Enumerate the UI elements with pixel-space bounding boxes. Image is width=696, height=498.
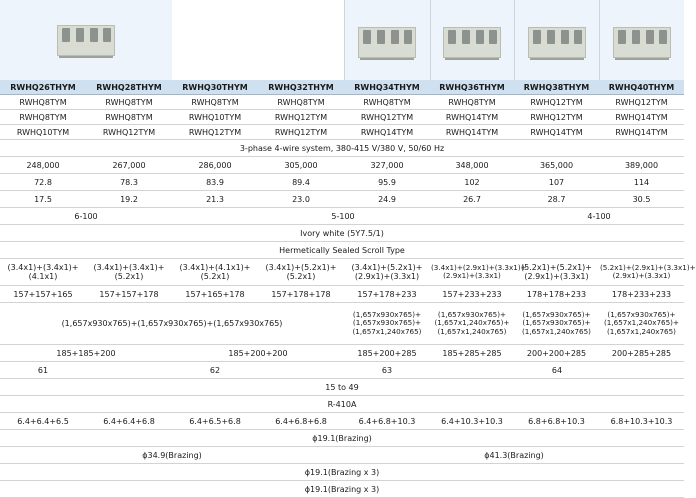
capacity-cell: 89.4 [258, 174, 344, 191]
capacity-cell: 107 [514, 174, 599, 191]
outdoor-unit-image [528, 27, 586, 60]
model-name: RWHQ40THYM [599, 80, 684, 95]
compressor-config-cell: (3.4x1)+(2.9x1)+(3.3x1)+ (2.9x1)+(3.3x1) [430, 259, 514, 286]
capacity-cell: 348,000 [430, 157, 514, 174]
combination-cell: RWHQ14TYM [514, 125, 599, 140]
capacity-cell: 26.7 [430, 191, 514, 208]
machine-weight-cell: 185+285+285 [430, 345, 514, 362]
image-cell-2 [344, 0, 430, 80]
dimensions-cell: (1,657x930x765)+ (1,657x930x765)+ (1,657x1,240x765) [514, 303, 599, 345]
capacity-cell: 24.9 [344, 191, 430, 208]
machine-weight-row [0, 345, 684, 362]
capacity-cell: 327,000 [344, 157, 430, 174]
combination-cell: RWHQ12TYM [86, 125, 172, 140]
weight-cell: 157+233+233 [430, 286, 514, 303]
liquid-pipe: ϕ19.1(Brazing) [0, 430, 684, 447]
range-cell: 6-100 [0, 208, 172, 225]
combination-cell: RWHQ8TYM [0, 95, 86, 110]
capacity-cell: 17.5 [0, 191, 86, 208]
model-name: RWHQ32THYM [258, 80, 344, 95]
charge-cell: 6.4+6.4+6.8 [86, 413, 172, 430]
dimensions-cell: (1,657x930x765)+ (1,657x1,240x765)+ (1,657x1,240x765) [430, 303, 514, 345]
charge-cell: 6.4+6.8+10.3 [344, 413, 430, 430]
machine-weight-cell: 200+200+285 [514, 345, 599, 362]
compressor-type: Hermetically Sealed Scroll Type [0, 242, 684, 259]
model-name: RWHQ34THYM [344, 80, 430, 95]
capacity-range-row [0, 208, 684, 225]
gas-pipe-cell: ϕ41.3(Brazing) [344, 447, 684, 464]
charge-cell: 6.4+6.5+6.8 [172, 413, 258, 430]
combination-row [0, 110, 684, 125]
combination-cell: RWHQ12TYM [258, 125, 344, 140]
image-cell-5 [599, 0, 684, 80]
model-name: RWHQ38THYM [514, 80, 599, 95]
model-name: RWHQ30THYM [172, 80, 258, 95]
weight-cell: 157+157+178 [86, 286, 172, 303]
capacity-cell: 72.8 [0, 174, 86, 191]
charge-cell: 6.8+10.3+10.3 [599, 413, 684, 430]
unit-weight-row [0, 286, 684, 303]
gas-pipe-row [0, 447, 684, 464]
compressor-config-cell: (3.4x1)+(3.4x1)+ (5.2x1) [86, 259, 172, 286]
sound-level-cell: 64 [430, 362, 684, 379]
casing-color: Ivory white (5Y7.5/1) [0, 225, 684, 242]
charge-cell: 6.8+6.8+10.3 [514, 413, 599, 430]
model-name: RWHQ36THYM [430, 80, 514, 95]
weight-cell: 157+178+233 [344, 286, 430, 303]
combination-cell: RWHQ8TYM [344, 95, 430, 110]
capacity-cell: 83.9 [172, 174, 258, 191]
sound-level-row [0, 362, 684, 379]
combination-cell: RWHQ8TYM [258, 95, 344, 110]
image-cell-empty [172, 0, 344, 80]
capacity-cell: 305,000 [258, 157, 344, 174]
compressor-type-row [0, 242, 684, 259]
image-cell-4 [514, 0, 599, 80]
combination-cell: RWHQ14TYM [430, 125, 514, 140]
combination-cell: RWHQ14TYM [430, 110, 514, 125]
capacity-row [0, 157, 684, 174]
weight-cell: 157+178+178 [258, 286, 344, 303]
dimensions-cell: (1,657x930x765)+ (1,657x1,240x765)+ (1,657x1,240x765) [599, 303, 684, 345]
capacity-cell: 28.7 [514, 191, 599, 208]
compressor-config-cell: (3.4x1)+(3.4x1)+ (4.1x1) [0, 259, 86, 286]
image-cell-3 [430, 0, 514, 80]
machine-weight-cell: 185+200+285 [344, 345, 430, 362]
capacity-cell: 95.9 [344, 174, 430, 191]
model-name: RWHQ26THYM [0, 80, 86, 95]
combination-cell: RWHQ12TYM [344, 110, 430, 125]
charge-row [0, 413, 684, 430]
water-inlet-row [0, 464, 684, 481]
weight-cell: 157+165+178 [172, 286, 258, 303]
capacity-cell: 365,000 [514, 157, 599, 174]
compressor-config-cell: (3.4x1)+(5.2x1)+ (5.2x1) [258, 259, 344, 286]
capacity-cell: 389,000 [599, 157, 684, 174]
capacity-cell: 286,000 [172, 157, 258, 174]
combination-cell: RWHQ12TYM [258, 110, 344, 125]
combination-cell: RWHQ8TYM [86, 95, 172, 110]
outdoor-unit-image [358, 27, 416, 60]
combination-cell: RWHQ10TYM [172, 110, 258, 125]
combination-cell: RWHQ12TYM [599, 95, 684, 110]
machine-weight-cell: 185+185+200 [0, 345, 172, 362]
capacity-cell: 78.3 [86, 174, 172, 191]
pipe-range-row [0, 379, 684, 396]
sound-level-cell: 61 [0, 362, 86, 379]
combination-cell: RWHQ14TYM [599, 125, 684, 140]
compressor-config-cell: (3.4x1)+(5.2x1)+ (2.9x1)+(3.3x1) [344, 259, 430, 286]
combination-cell: RWHQ8TYM [86, 110, 172, 125]
charge-cell: 6.4+10.3+10.3 [430, 413, 514, 430]
capacity-row [0, 174, 684, 191]
weight-cell: 178+233+233 [599, 286, 684, 303]
combination-cell: RWHQ12TYM [514, 110, 599, 125]
dimensions-cell: (1,657x930x765)+ (1,657x930x765)+ (1,657x1,240x765) [344, 303, 430, 345]
combination-cell: RWHQ8TYM [172, 95, 258, 110]
capacity-row [0, 191, 684, 208]
compressor-config-cell: (5.2x1)+(5.2x1)+ (2.9x1)+(3.3x1) [514, 259, 599, 286]
pipe-range: 15 to 49 [0, 379, 684, 396]
charge-cell: 6.4+6.8+6.8 [258, 413, 344, 430]
compressor-config-row [0, 259, 684, 286]
model-header-row [0, 80, 684, 95]
combination-cell: RWHQ14TYM [344, 125, 430, 140]
sound-level-cell: 63 [344, 362, 430, 379]
water-inlet: ϕ19.1(Brazing x 3) [0, 464, 684, 481]
water-outlet-row [0, 481, 684, 498]
combination-cell: RWHQ8TYM [430, 95, 514, 110]
capacity-cell: 21.3 [172, 191, 258, 208]
capacity-cell: 248,000 [0, 157, 86, 174]
capacity-cell: 267,000 [86, 157, 172, 174]
capacity-cell: 102 [430, 174, 514, 191]
machine-weight-cell: 185+200+200 [172, 345, 344, 362]
casing-color-row [0, 225, 684, 242]
charge-cell: 6.4+6.4+6.5 [0, 413, 86, 430]
combination-cell: RWHQ14TYM [599, 110, 684, 125]
water-outlet: ϕ19.1(Brazing x 3) [0, 481, 684, 498]
combination-cell: RWHQ12TYM [172, 125, 258, 140]
capacity-cell: 114 [599, 174, 684, 191]
range-cell: 5-100 [172, 208, 514, 225]
weight-cell: 178+178+233 [514, 286, 599, 303]
combination-cell: RWHQ12TYM [514, 95, 599, 110]
capacity-cell: 19.2 [86, 191, 172, 208]
compressor-config-cell: (5.2x1)+(2.9x1)+(3.3x1)+ (2.9x1)+(3.3x1) [599, 259, 684, 286]
capacity-cell: 23.0 [258, 191, 344, 208]
outdoor-unit-image [613, 27, 671, 60]
refrigerant-row [0, 396, 684, 413]
gas-pipe-cell: ϕ34.9(Brazing) [0, 447, 344, 464]
weight-cell: 157+157+165 [0, 286, 86, 303]
combination-row [0, 125, 684, 140]
outdoor-unit-image [57, 25, 115, 58]
dimensions-merged: (1,657x930x765)+(1,657x930x765)+(1,657x930x765) [0, 303, 344, 345]
image-cell-1 [0, 0, 172, 80]
power-supply: 3-phase 4-wire system, 380-415 V/380 V, 50/60 Hz [0, 140, 684, 157]
dimensions-row [0, 303, 684, 345]
product-image-row [0, 0, 684, 80]
capacity-cell: 30.5 [599, 191, 684, 208]
machine-weight-cell: 200+285+285 [599, 345, 684, 362]
combination-cell: RWHQ8TYM [0, 110, 86, 125]
liquid-pipe-row [0, 430, 684, 447]
combination-row [0, 95, 684, 110]
combination-cell: RWHQ10TYM [0, 125, 86, 140]
sound-level-cell: 62 [86, 362, 344, 379]
refrigerant: R-410A [0, 396, 684, 413]
range-cell: 4-100 [514, 208, 684, 225]
model-name: RWHQ28THYM [86, 80, 172, 95]
outdoor-unit-image [443, 27, 501, 60]
compressor-config-cell: (3.4x1)+(4.1x1)+ (5.2x1) [172, 259, 258, 286]
power-supply-row [0, 140, 684, 157]
